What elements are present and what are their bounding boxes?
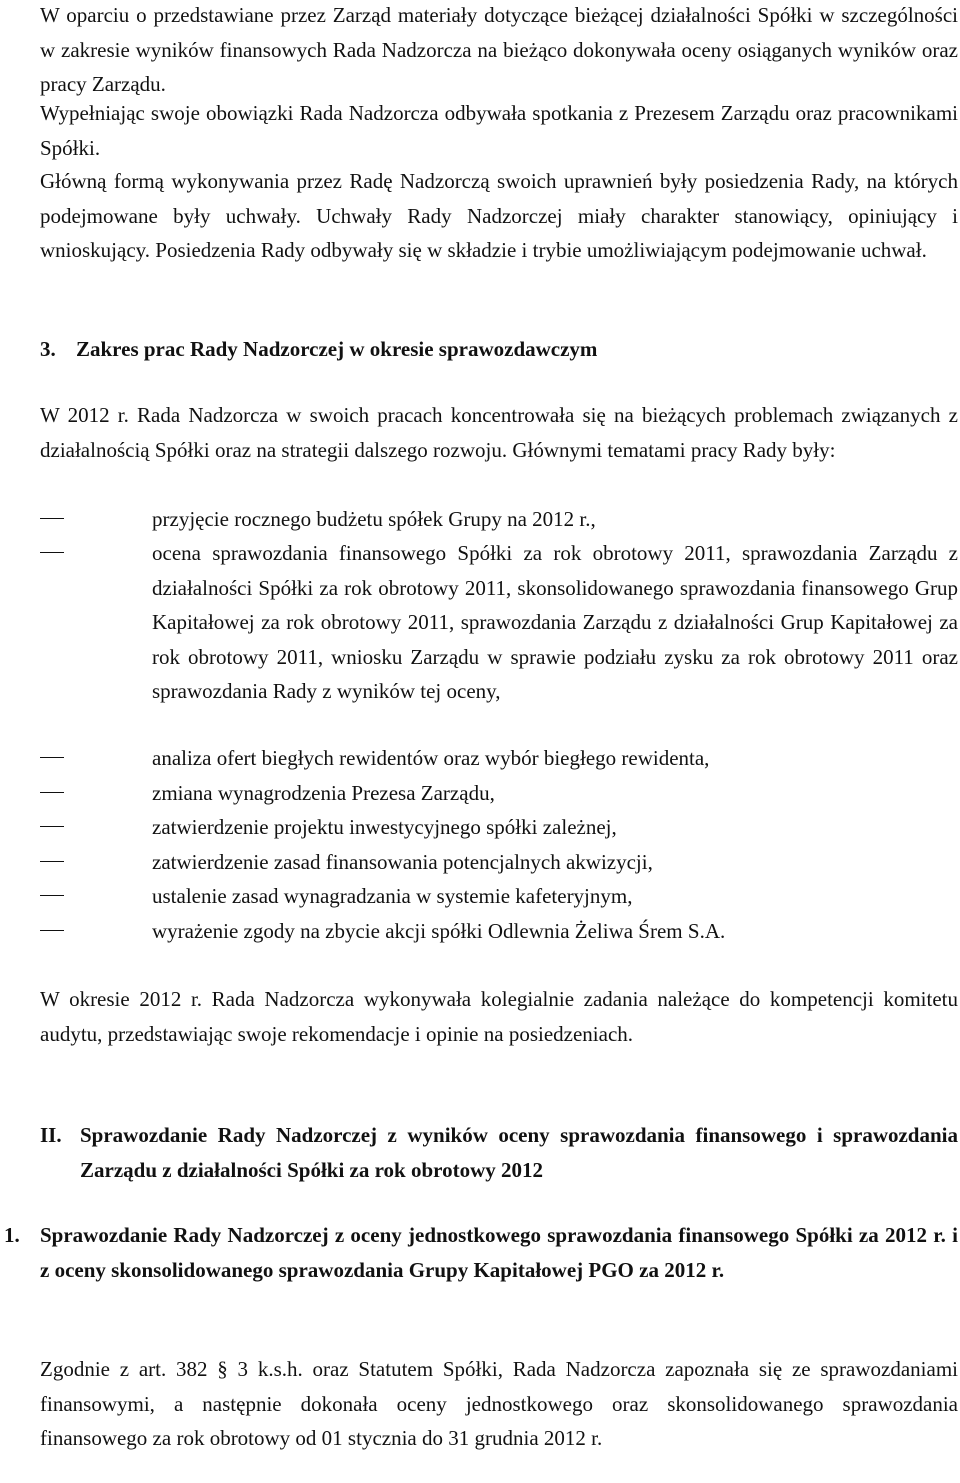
section-1-body: Zgodnie z art. 382 § 3 k.s.h. oraz Statutem Spółki, Rada Nadzorcza zapoznała się ze sprawozdaniami finansowymi, a następnie dokonała oceny jednostkowego oraz skonsolidowanego sprawozdania finansowego za rok obrotowy od 01 stycznia do 31 grudnia 2012 r. xyxy=(40,1357,958,1450)
list-item-text: wyrażenie zgody na zbycie akcji spółki Odlewnia Żeliwa Śrem S.A. xyxy=(152,919,726,943)
section-II-title: Sprawozdanie Rady Nadzorczej z wyników oceny sprawozdania finansowego i sprawozdania Zarządu z działalności Spółki za rok obrotowy 2012 xyxy=(80,1123,958,1182)
section-1-number: 1. xyxy=(4,1223,20,1247)
dash-bullet-icon xyxy=(40,930,64,931)
list-item-text: zmiana wynagrodzenia Prezesa Zarządu, xyxy=(152,781,495,805)
section-3-closing: W okresie 2012 r. Rada Nadzorcza wykonywała kolegialnie zadania należące do kompetencji komitetu audytu, przedstawiając swoje rekomendacje i opinie na posiedzeniach. xyxy=(40,987,958,1046)
dash-bullet-icon xyxy=(40,895,64,896)
intro-paragraph-2: Wypełniając swoje obowiązki Rada Nadzorcza odbywała spotkania z Prezesem Zarządu oraz pracownikami Spółki. xyxy=(40,101,958,160)
dash-bullet-icon xyxy=(40,518,64,519)
dash-bullet-icon xyxy=(40,757,64,758)
section-II-number: II. xyxy=(40,1123,62,1147)
dash-bullet-icon xyxy=(40,552,64,553)
intro-paragraph-1: W oparciu o przedstawiane przez Zarząd materiały dotyczące bieżącej działalności Spółki w szczególności w zakresie wyników finansowych Rada Nadzorcza na bieżąco dokonywała oceny osiąganych wyników oraz pracy Zarządu. xyxy=(40,3,958,96)
list-item-text: przyjęcie rocznego budżetu spółek Grupy na 2012 r., xyxy=(152,507,596,531)
section-3-number: 3. xyxy=(40,337,56,361)
dash-bullet-icon xyxy=(40,861,64,862)
intro-paragraph-3: Główną formą wykonywania przez Radę Nadzorczą swoich uprawnień były posiedzenia Rady, na których podejmowane były uchwały. Uchwały Rady Nadzorczej miały charakter stanowiący, opiniujący i wnioskujący. Posiedzenia Rady odbywały się w składzie i trybie umożliwiającym podejmowanie uchwał. xyxy=(40,169,958,262)
section-3-title: Zakres prac Rady Nadzorczej w okresie sprawozdawczym xyxy=(76,337,598,361)
dash-bullet-icon xyxy=(40,826,64,827)
list-item-text: zatwierdzenie zasad finansowania potencjalnych akwizycji, xyxy=(152,850,653,874)
list-item-text: ustalenie zasad wynagradzania w systemie kafeteryjnym, xyxy=(152,884,633,908)
section-1-title: Sprawozdanie Rady Nadzorczej z oceny jednostkowego sprawozdania finansowego Spółki za 2012 r. i z oceny skonsolidowanego sprawozdania Grupy Kapitałowej PGO za 2012 r. xyxy=(40,1223,958,1282)
section-3-intro: W 2012 r. Rada Nadzorcza w swoich pracach koncentrowała się na bieżących problemach związanych z działalnością Spółki oraz na strategii dalszego rozwoju. Głównymi tematami pracy Rady były: xyxy=(40,403,958,462)
list-item-text: zatwierdzenie projektu inwestycyjnego spółki zależnej, xyxy=(152,815,617,839)
list-item-text: analiza ofert biegłych rewidentów oraz wybór biegłego rewidenta, xyxy=(152,746,710,770)
dash-bullet-icon xyxy=(40,792,64,793)
list-item-text: ocena sprawozdania finansowego Spółki za rok obrotowy 2011, sprawozdania Zarządu z działalności Spółki za rok obrotowy 2011, skonsolidowanego sprawozdania finansowego Grup Kapitałowej za rok obrotowy 2011, sprawozdania Zarządu z działalności Grup Kapitałowej za rok obrotowy 2011, wniosku Zarządu w sprawie podziału zysku za rok obrotowy 2011 oraz sprawozdania Rady z wyników tej oceny, xyxy=(152,541,958,703)
